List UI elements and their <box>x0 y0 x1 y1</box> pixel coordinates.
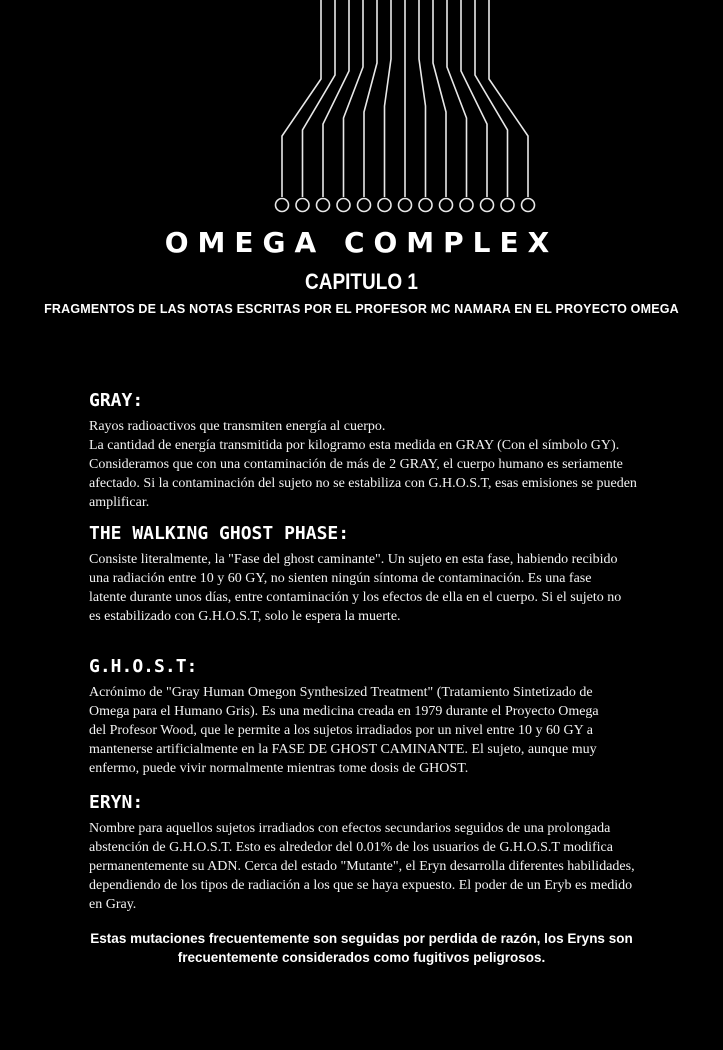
circuit-trace <box>344 0 364 197</box>
circuit-trace <box>419 0 426 197</box>
section-ghost <box>89 656 715 778</box>
circuit-node <box>378 199 391 212</box>
circuit-logo-art <box>0 0 723 225</box>
section-eryn <box>89 792 715 914</box>
circuit-trace <box>323 0 349 197</box>
section-heading: G.H.O.S.T: <box>89 656 198 677</box>
circuit-node <box>460 199 473 212</box>
circuit-trace <box>447 0 467 197</box>
circuit-node <box>399 199 412 212</box>
circuit-node <box>276 199 289 212</box>
subtitle: FRAGMENTOS DE LAS NOTAS ESCRITAS POR EL PROFESOR MC NAMARA EN EL PROYECTO OMEGA <box>44 302 679 316</box>
circuit-node <box>419 199 432 212</box>
circuit-node <box>481 199 494 212</box>
circuit-node <box>296 199 309 212</box>
chapter-title: CAPITULO 1 <box>305 270 418 295</box>
section-body: Rayos radioactivos que transmiten energía al cuerpo. La cantidad de energía transmitida por kilogramo esta medida en GRAY (Con el símbolo GY). Consideramos que con una contaminación de más de 2 GRAY, el cuerpo humano es seriamente afectado. Si la contaminación del sujeto no se estabiliza con G.H.O.S.T, esas emisiones se pueden amplificar. <box>89 419 637 510</box>
brand-title: OMEGA COMPLEX <box>164 226 559 259</box>
closing-note: Estas mutaciones frecuentemente son seguidas por perdida de razón, los Eryns son frecuentemente considerados como fugitivos peligrosos. <box>90 931 633 965</box>
circuit-trace <box>461 0 487 197</box>
section-heading: GRAY: <box>89 390 144 411</box>
section-body: Acrónimo de "Gray Human Omegon Synthesized Treatment" (Tratamiento Sintetizado de Omega para el Humano Gris). Es una medicina creada en 1979 durante el Proyecto Omega del Profesor Wood, que le permite a los sujetos irradiados por un nivel entre 10 y 60 GY a mantenerse artificialmente en la FASE DE GHOST CAMINANTE. El sujeto, aunque muy enfermo, puede vivir normalmente mientras tome dosis de GHOST. <box>89 685 599 776</box>
circuit-node <box>440 199 453 212</box>
circuit-trace <box>489 0 528 197</box>
circuit-trace <box>433 0 446 197</box>
section-walking-ghost <box>89 523 715 626</box>
circuit-node <box>501 199 514 212</box>
circuit-trace <box>364 0 377 197</box>
circuit-node <box>522 199 535 212</box>
circuit-node <box>358 199 371 212</box>
circuit-trace <box>282 0 321 197</box>
section-gray <box>89 390 715 512</box>
section-heading: THE WALKING GHOST PHASE: <box>89 523 350 544</box>
section-body: Nombre para aquellos sujetos irradiados con efectos secundarios seguidos de una prolongada abstención de G.H.O.S.T. Esto es alrededor del 0.01% de los usuarios de G.H.O.S.T modifica permanentemente su ADN. Cerca del estado "Mutante", el Eryn desarrolla diferentes habilidades, dependiendo de los tipos de radiación a los que se haya expuesto. El poder de un Eryb es medido en Gray. <box>89 821 635 912</box>
circuit-node <box>317 199 330 212</box>
section-body: Consiste literalmente, la "Fase del ghost caminante". Un sujeto en esta fase, habiendo recibido una radiación entre 10 y 60 GY, no sienten ningún síntoma de contaminación. Es una fase latente durante unos días, entre contaminación y los efectos de ella en el cuerpo. Si el sujeto no es estabilizado con G.H.O.S.T, solo le espera la muerte. <box>89 552 622 624</box>
circuit-node <box>337 199 350 212</box>
section-heading: ERYN: <box>89 792 144 813</box>
circuit-trace <box>385 0 392 197</box>
